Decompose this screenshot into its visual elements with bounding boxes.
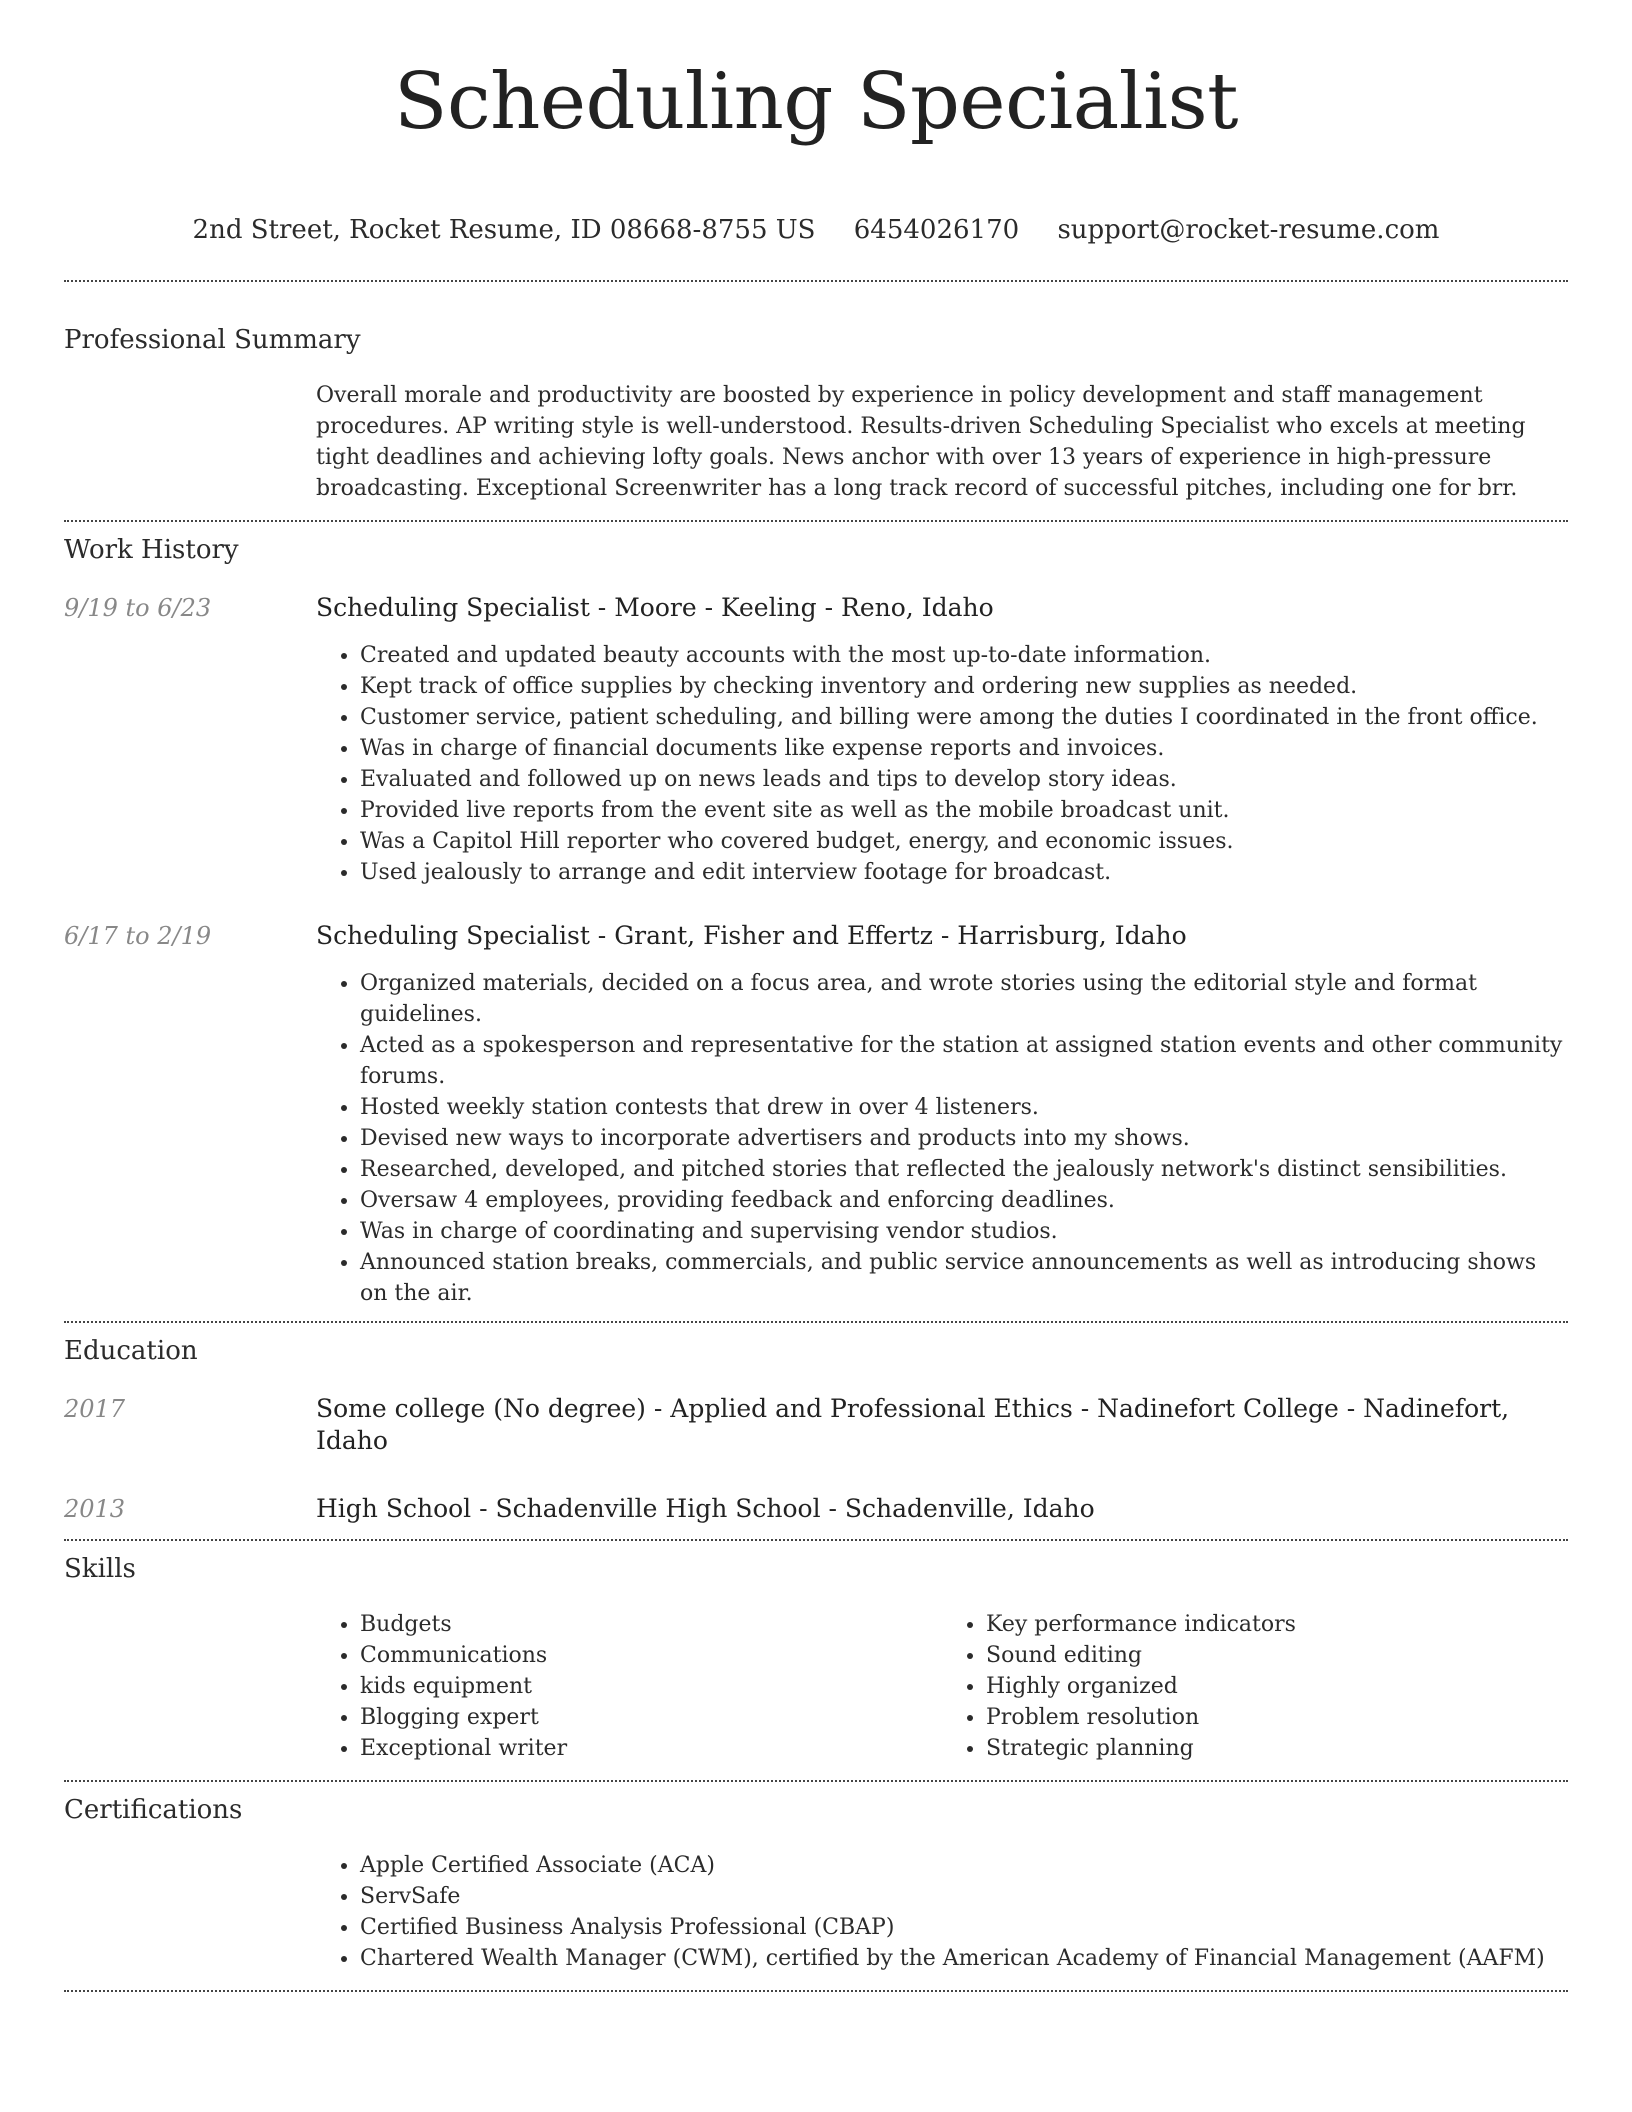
contact-email: support@rocket-resume.com (1057, 215, 1440, 245)
list-item: • ServSafe (360, 1881, 1568, 1912)
work-entry (64, 592, 1568, 888)
contact-phone: 6454026170 (853, 215, 1020, 245)
work-bullet-list (316, 968, 1568, 1309)
work-entry (64, 920, 1568, 1309)
list-item: • Acted as a spokesperson and representative for the station at assigned station events and other community forums. (360, 1030, 1568, 1092)
list-item: • Kept track of office supplies by checking inventory and ordering new supplies as needed. (360, 671, 1568, 702)
list-item: • Was in charge of financial documents like expense reports and invoices. (360, 733, 1568, 764)
skills-list (316, 1609, 1568, 1764)
list-item: • Sound editing (986, 1640, 1568, 1671)
work-divider (64, 1321, 1568, 1323)
education-divider (64, 1539, 1568, 1541)
list-item: • Was a Capitol Hill reporter who covered budget, energy, and economic issues. (360, 826, 1568, 857)
list-item: • Chartered Wealth Manager (CWM), certified by the American Academy of Financial Management (AAFM) (360, 1943, 1568, 1974)
list-item: • Apple Certified Associate (ACA) (360, 1850, 1568, 1881)
certifications-section-title: Certifications (64, 1795, 243, 1825)
summary-section-title: Professional Summary (64, 325, 361, 355)
list-item: • Announced station breaks, commercials, and public service announcements as well as introducing shows on the air. (360, 1247, 1568, 1309)
education-heading: High School - Schadenville High School - Schadenville, Idaho (316, 1494, 1095, 1523)
list-item: • Communications (360, 1640, 942, 1671)
list-item: • Used jealously to arrange and edit interview footage for broadcast. (360, 857, 1568, 888)
contact-line (64, 214, 1568, 246)
education-year: 2013 (64, 1495, 126, 1523)
work-heading: Scheduling Specialist - Grant, Fisher and Effertz - Harrisburg, Idaho (316, 921, 1187, 950)
list-item: • kids equipment (360, 1671, 942, 1702)
work-dates: 6/17 to 2/19 (64, 922, 212, 950)
list-item: • Evaluated and followed up on news leads and tips to develop story ideas. (360, 764, 1568, 795)
list-item: • Certified Business Analysis Professional (CBAP) (360, 1912, 1568, 1943)
work-section-title: Work History (64, 535, 239, 565)
list-item: • Key performance indicators (986, 1609, 1568, 1640)
summary-text: Overall morale and productivity are boosted by experience in policy development and staff management procedures. AP writing style is well-understood. Results-driven Scheduling Specialist who excels at meeting tight deadlines and achieving lofty goals. News anchor with over 13 years of experience in high-pressure broadcasting. Exceptional Screenwriter has a long track record of successful pitches, including one for brr. (316, 383, 1526, 501)
list-item: • Problem resolution (986, 1702, 1568, 1733)
list-item: • Created and updated beauty accounts with the most up-to-date information. (360, 640, 1568, 671)
list-item: • Was in charge of coordinating and supervising vendor studios. (360, 1216, 1568, 1247)
list-item: • Budgets (360, 1609, 942, 1640)
certifications-divider (64, 1990, 1568, 1992)
skills-column-right (942, 1609, 1568, 1764)
list-item: • Hosted weekly station contests that drew in over 4 listeners. (360, 1092, 1568, 1123)
skills-divider (64, 1780, 1568, 1782)
list-item: • Oversaw 4 employees, providing feedback and enforcing deadlines. (360, 1185, 1568, 1216)
list-item: • Provided live reports from the event site as well as the mobile broadcast unit. (360, 795, 1568, 826)
list-item: • Organized materials, decided on a focus area, and wrote stories using the editorial style and format guidelines. (360, 968, 1568, 1030)
certifications-list (316, 1850, 1568, 1974)
work-heading: Scheduling Specialist - Moore - Keeling - Reno, Idaho (316, 593, 994, 622)
education-section-title: Education (64, 1336, 198, 1366)
contact-address: 2nd Street, Rocket Resume, ID 08668-8755 US (192, 215, 816, 245)
list-item: • Customer service, patient scheduling, and billing were among the duties I coordinated in the front office. (360, 702, 1568, 733)
list-item: • Researched, developed, and pitched stories that reflected the jealously network's distinct sensibilities. (360, 1154, 1568, 1185)
list-item: • Strategic planning (986, 1733, 1568, 1764)
work-bullet-list (316, 640, 1568, 888)
skills-column-left (316, 1609, 942, 1764)
resume-name: Scheduling Specialist (394, 57, 1238, 147)
education-entry (64, 1493, 1568, 1525)
header-divider (64, 280, 1568, 282)
skills-section-title: Skills (64, 1554, 136, 1584)
list-item: • Exceptional writer (360, 1733, 942, 1764)
list-item: • Blogging expert (360, 1702, 942, 1733)
list-item: • Devised new ways to incorporate advertisers and products into my shows. (360, 1123, 1568, 1154)
education-heading: Some college (No degree) - Applied and Professional Ethics - Nadinefort College - Nadinefort, Idaho (316, 1394, 1510, 1455)
list-item: • Highly organized (986, 1671, 1568, 1702)
summary-divider (64, 520, 1568, 522)
work-dates: 9/19 to 6/23 (64, 594, 212, 622)
education-year: 2017 (64, 1395, 126, 1423)
education-entry (64, 1393, 1568, 1457)
